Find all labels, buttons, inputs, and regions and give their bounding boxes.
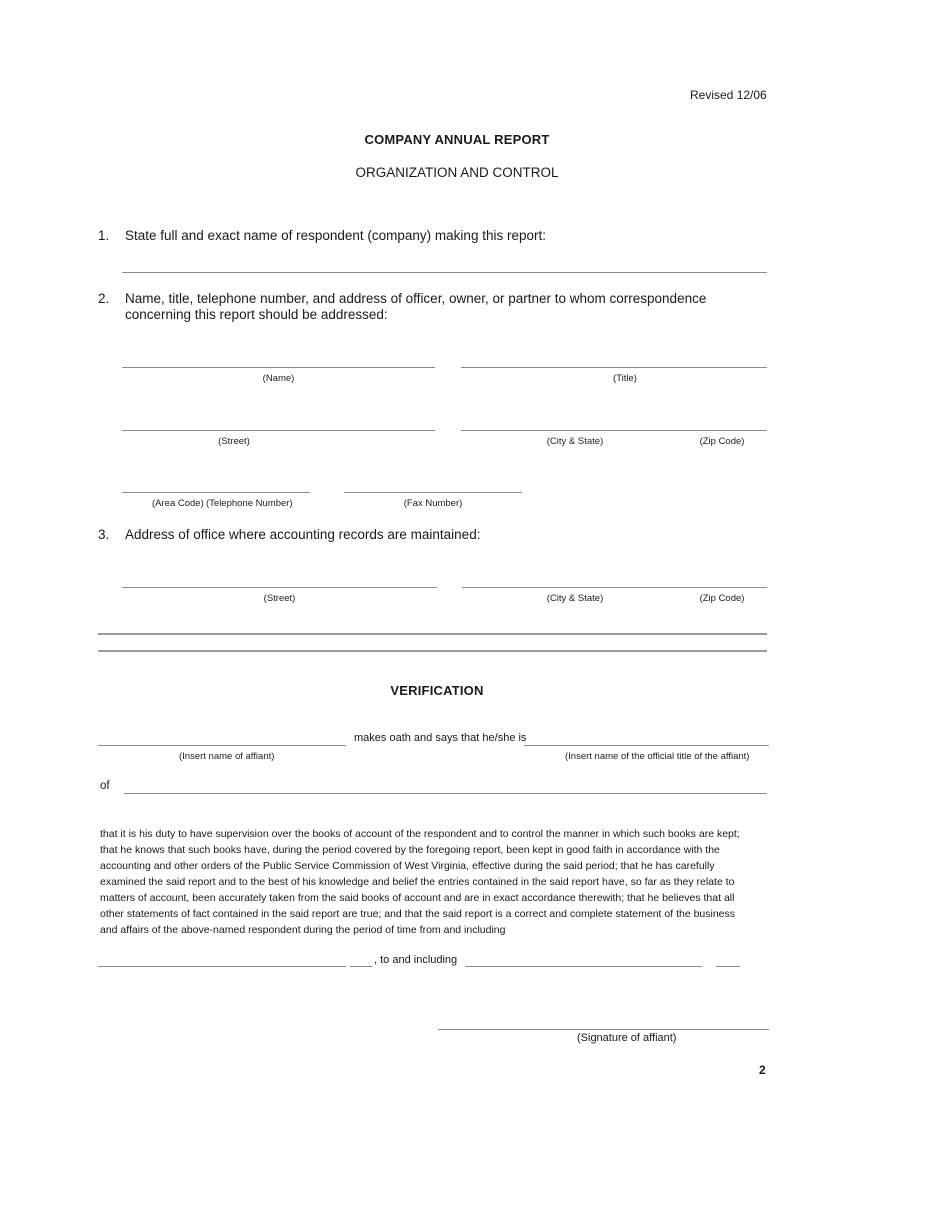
officer-city-zip-field[interactable] [461, 430, 767, 431]
area-code-label: (Area Code) [152, 498, 204, 509]
fax-label: (Fax Number) [403, 498, 463, 509]
section-divider-top [98, 633, 767, 635]
officer-street-label: (Street) [218, 436, 250, 447]
records-zip-label: (Zip Code) [699, 593, 745, 604]
section1-text: State full and exact name of respondent (company) making this report: [125, 228, 546, 243]
revised-date: Revised 12/06 [690, 88, 767, 102]
officer-title-field[interactable] [461, 367, 767, 368]
affiant-title-label: (Insert name of the official title of the affiant) [565, 751, 750, 762]
page-number: 2 [759, 1063, 766, 1077]
of-label: of [100, 780, 110, 792]
records-city-zip-field[interactable] [462, 587, 767, 588]
officer-city-state-label: (City & State) [546, 436, 604, 447]
officer-fax-field[interactable] [344, 492, 522, 493]
paragraph-line: other statements of fact contained in the said report are true; and that the said report is a correct and complete statement of the business [100, 908, 736, 920]
section2-text-line1: Name, title, telephone number, and address of officer, owner, or partner to whom correspondence [125, 291, 707, 306]
affiant-name-label: (Insert name of affiant) [179, 751, 275, 762]
to-and-including-text: , to and including [374, 954, 458, 966]
verification-heading: VERIFICATION [390, 683, 484, 698]
paragraph-line: and affairs of the above-named respondent during the period of time from and including [100, 924, 506, 936]
section3-number: 3. [98, 527, 110, 542]
page-subtitle: ORGANIZATION AND CONTROL [355, 165, 559, 180]
officer-title-label: (Title) [613, 373, 637, 384]
signature-label: (Signature of affiant) [577, 1032, 677, 1044]
paragraph-line: accounting and other orders of the Public Service Commission of West Virginia, effective during the said period; that he has carefully [100, 860, 715, 872]
paragraph-line: matters of account, been accurately taken from the said books of account and are in exact accordance therewith; that he believes that all [100, 892, 735, 904]
officer-name-label: (Name) [262, 373, 295, 384]
records-street-label: (Street) [263, 593, 296, 604]
period-to-year-field[interactable] [716, 966, 740, 967]
affiant-name-field[interactable] [98, 745, 346, 746]
respondent-name-field[interactable] [122, 272, 767, 273]
page-title: COMPANY ANNUAL REPORT [364, 132, 550, 147]
section1-number: 1. [98, 228, 110, 243]
officer-telephone-field[interactable] [122, 492, 310, 493]
section2-text-line2: concerning this report should be addressed: [125, 307, 388, 322]
officer-street-field[interactable] [122, 430, 435, 431]
oath-text: makes oath and says that he/she is [354, 732, 527, 744]
period-to-field[interactable] [465, 966, 702, 967]
affiant-title-field[interactable] [524, 745, 769, 746]
section2-number: 2. [98, 291, 110, 306]
period-from-field[interactable] [98, 966, 346, 967]
paragraph-line: examined the said report and to the best of his knowledge and belief the entries contained in the said report have, so far as they relate to [100, 876, 735, 888]
section3-text: Address of office where accounting records are maintained: [125, 527, 481, 542]
period-from-year-field[interactable] [350, 966, 372, 967]
paragraph-line: that it is his duty to have supervision over the books of account of the respondent and to control the manner in which such books are kept; [100, 828, 740, 840]
respondent-of-field[interactable] [124, 793, 767, 794]
section-divider-bottom [98, 650, 767, 652]
verification-paragraph [100, 826, 760, 938]
records-city-state-label: (City & State) [546, 593, 604, 604]
signature-field[interactable] [438, 1029, 769, 1030]
officer-name-field[interactable] [122, 367, 435, 368]
telephone-label: (Telephone Number) [206, 498, 293, 509]
officer-zip-label: (Zip Code) [699, 436, 745, 447]
paragraph-line: that he knows that such books have, during the period covered by the foregoing report, been kept in good faith in accordance with the [100, 844, 720, 856]
records-street-field[interactable] [122, 587, 437, 588]
